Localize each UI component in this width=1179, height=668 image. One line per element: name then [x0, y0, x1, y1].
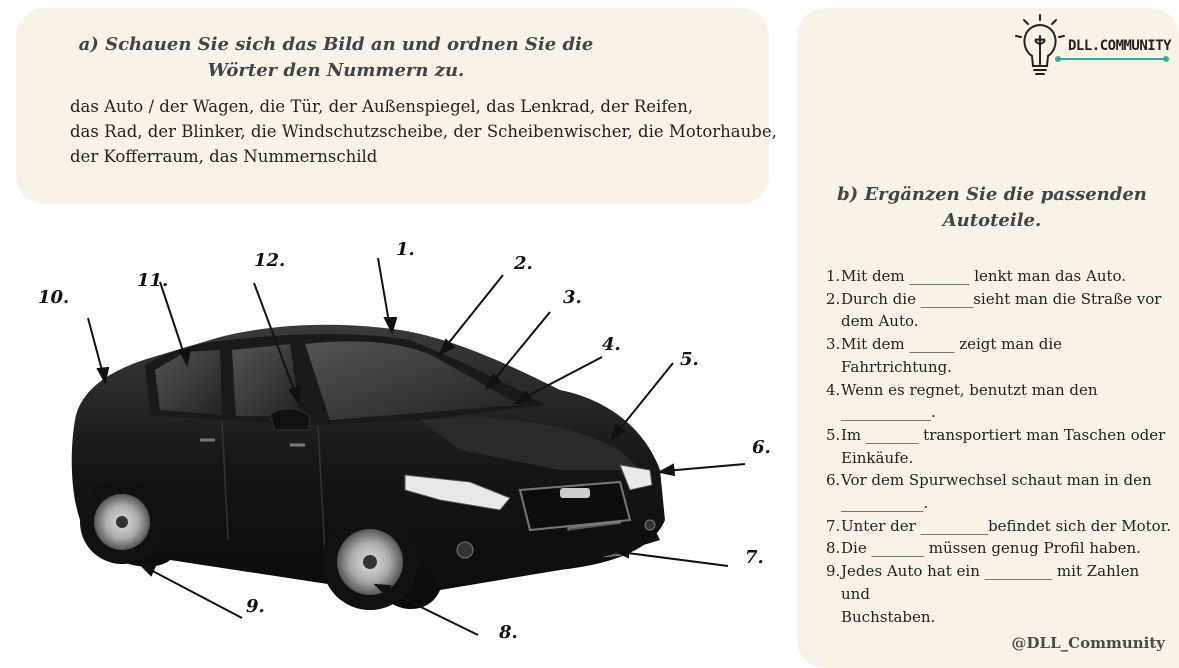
sentence-text: Wenn es regnet, benutzt man den: [841, 380, 1098, 399]
sentence-text: dem Auto.: [841, 312, 919, 331]
task-a-panel: [16, 8, 777, 204]
sentence-number: 4.: [826, 380, 841, 399]
sentence-item: [826, 537, 1171, 560]
sentence-text: ____________.: [841, 403, 936, 422]
figure-label-11: 11.: [137, 270, 169, 291]
task-b-title: [837, 182, 1147, 234]
sentence-text: Unter der _________befindet sich der Motor.: [841, 516, 1171, 535]
task-a-title-line2: Wörter den Nummern zu.: [207, 60, 465, 81]
sentence-number: 1.: [826, 267, 841, 285]
sentence-number: 5.: [826, 425, 841, 444]
word-list-line3: der Kofferraum, das Nummernschild: [70, 147, 378, 166]
word-list-line1: das Auto / der Wagen, die Tür, der Außenspiegel, das Lenkrad, der Reifen,: [70, 97, 694, 116]
task-b-title-line1: b) Ergänzen Sie die passenden: [837, 184, 1147, 205]
task-a-title: [56, 32, 616, 84]
sentence-list: [826, 265, 1171, 628]
footer-handle: @DLL_Community: [1011, 634, 1165, 652]
sentence-text: Buchstaben.: [841, 607, 936, 626]
sentence-number: 6.: [826, 471, 841, 490]
logo-text: DLL.COMMUNITY: [1068, 38, 1172, 54]
figure-label-2: 2.: [514, 253, 533, 274]
figure-label-12: 12.: [254, 250, 286, 271]
sentence-text: Im _______ transportiert man Taschen oder: [841, 425, 1166, 444]
sentence-number: 2.: [826, 289, 841, 308]
sentence-item: [826, 424, 1171, 469]
task-a-title-line1: a) Schauen Sie sich das Bild an und ordnen Sie die: [78, 34, 594, 55]
sentence-item: [826, 333, 1171, 378]
sentence-text: Durch die _______sieht man die Straße vor: [841, 289, 1162, 308]
sentence-text: Jedes Auto hat ein _________ mit Zahlen und: [841, 562, 1140, 603]
figure-label-5: 5.: [680, 349, 699, 370]
figure-label-9: 9.: [246, 596, 265, 617]
sentence-number: 8.: [826, 539, 841, 558]
sentence-item: [826, 288, 1171, 333]
sentence-text: ___________.: [841, 494, 929, 513]
task-b-title-line2: Autoteile.: [942, 210, 1042, 231]
figure-label-6: 6.: [752, 437, 771, 458]
figure-label-1: 1.: [396, 239, 415, 260]
car-image: [72, 325, 665, 610]
sentence-text: Vor dem Spurwechsel schaut man in den: [841, 471, 1152, 490]
sentence-number: 9.: [826, 562, 841, 581]
sentence-item: [826, 515, 1171, 538]
sentence-text: Die _______ müssen genug Profil haben.: [841, 539, 1141, 558]
sentence-item: [826, 469, 1171, 514]
sentence-number: 3.: [826, 335, 841, 354]
sentence-item: [826, 265, 1171, 288]
figure-label-10: 10.: [38, 287, 70, 308]
sentence-text: Mit dem ________ lenkt man das Auto.: [841, 267, 1127, 285]
sentence-text: Einkäufe.: [841, 448, 914, 467]
sentence-item: [826, 379, 1171, 424]
sentence-number: 7.: [826, 516, 841, 535]
figure-label-3: 3.: [563, 287, 582, 308]
word-list-line2: das Rad, der Blinker, die Windschutzscheibe, der Scheibenwischer, die Motorhaube,: [70, 122, 777, 141]
figure-label-4: 4.: [602, 334, 621, 355]
sentence-text: Fahrtrichtung.: [841, 357, 952, 376]
sentence-item: [826, 560, 1171, 628]
word-list: [70, 94, 777, 169]
figure-label-7: 7.: [745, 547, 764, 568]
car-figure: [0, 220, 790, 668]
sentence-text: Mit dem ______ zeigt man die: [841, 335, 1063, 354]
figure-label-8: 8.: [499, 622, 518, 643]
